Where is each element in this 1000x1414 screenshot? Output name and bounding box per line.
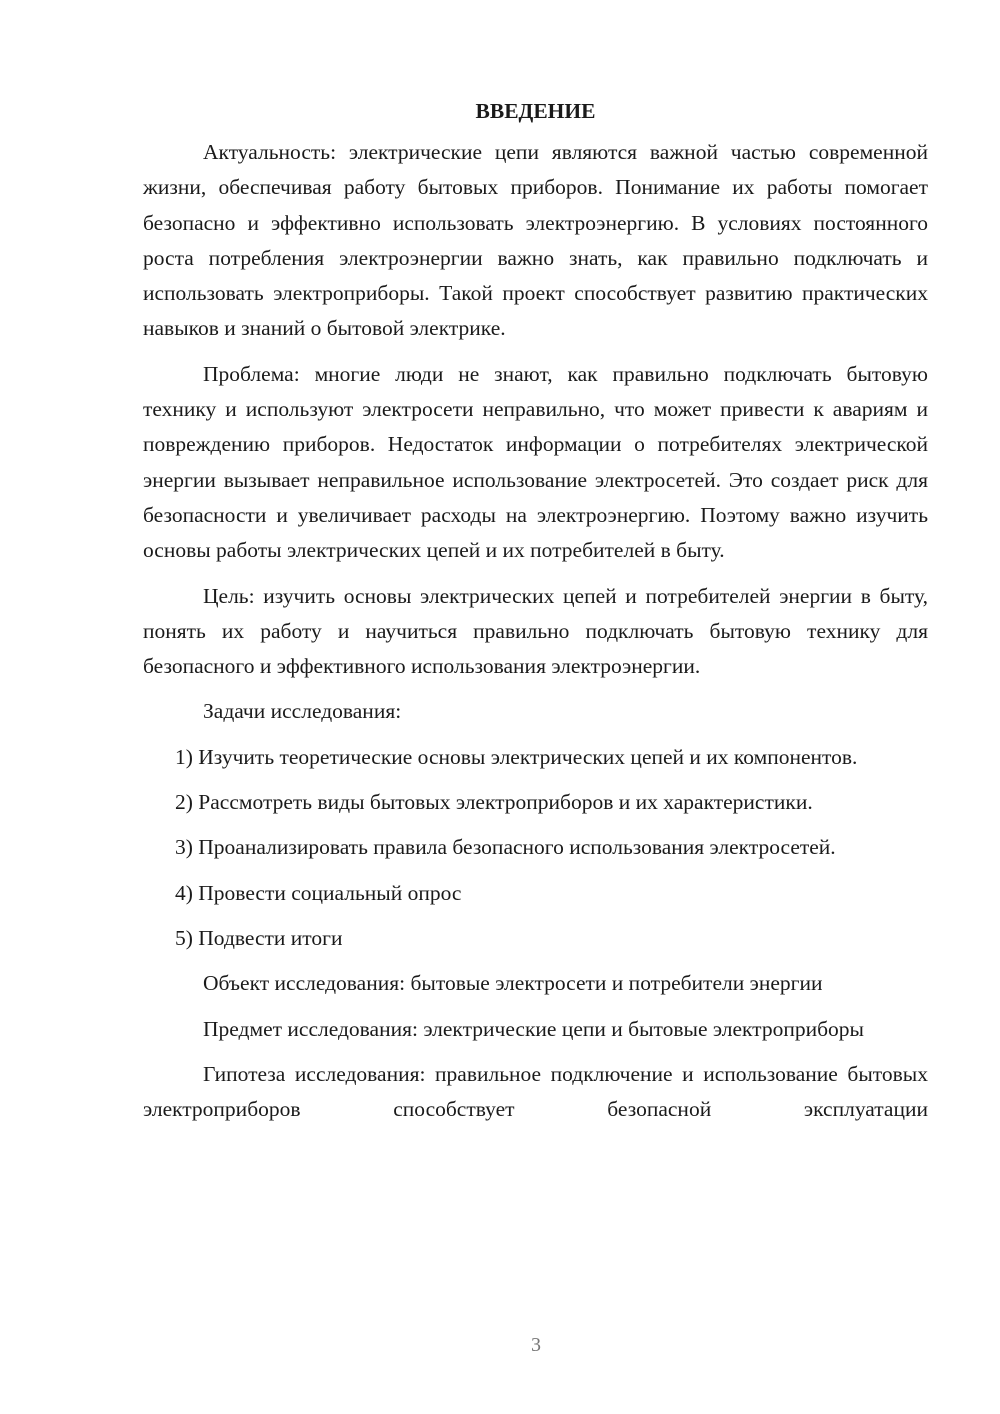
task-item-2: 2) Рассмотреть виды бытовых электроприборов и их характеристики. <box>175 790 813 815</box>
task-item-1: 1) Изучить теоретические основы электрических цепей и их компонентов. <box>175 744 858 769</box>
tasks-heading: Задачи исследования: <box>203 699 402 724</box>
goal-paragraph: Цель: изучить основы электрических цепей и потребителей энергии в быту, понять их работу и научиться правильно подключать бытовую технику для безопасного и эффективного использования электроэнергии. <box>143 583 928 679</box>
problem-paragraph: Проблема: многие люди не знают, как правильно подключать бытовую технику и используют электросети неправильно, что может привести к авариям и повреждению приборов. Недостаток информации о потребителях электрической энергии вызывает неправильное использование электросетей. Это создает риск для безопасности и увеличивает расходы на электроэнергию. Поэтому важно изучить основы работы электрических цепей и их потребителей в быту. <box>143 361 928 563</box>
section-title: ВВЕДЕНИЕ <box>475 99 596 123</box>
research-subject: Предмет исследования: электрические цепи и бытовые электроприборы <box>203 1016 864 1041</box>
page-number: 3 <box>531 1334 541 1356</box>
task-item-3: 3) Проанализировать правила безопасного использования электросетей. <box>175 835 836 860</box>
relevance-paragraph: Актуальность: электрические цепи являются важной частью современной жизни, обеспечивая работу бытовых приборов. Понимание их работы помогает безопасно и эффективно использовать электроэнергию. В условиях постоянного роста потребления электроэнергии важно знать, как правильно подключать и использовать электроприборы. Такой проект способствует развитию практических навыков и знаний о бытовой электрике. <box>143 140 928 341</box>
document-body <box>143 94 928 1127</box>
task-item-4: 4) Провести социальный опрос <box>175 880 462 905</box>
task-item-5: 5) Подвести итоги <box>175 925 343 950</box>
research-object: Объект исследования: бытовые электросети и потребители энергии <box>203 971 823 996</box>
research-hypothesis: Гипотеза исследования: правильное подключение и использование бытовых электроприборов способствует безопасной эксплуатации <box>143 1061 928 1122</box>
